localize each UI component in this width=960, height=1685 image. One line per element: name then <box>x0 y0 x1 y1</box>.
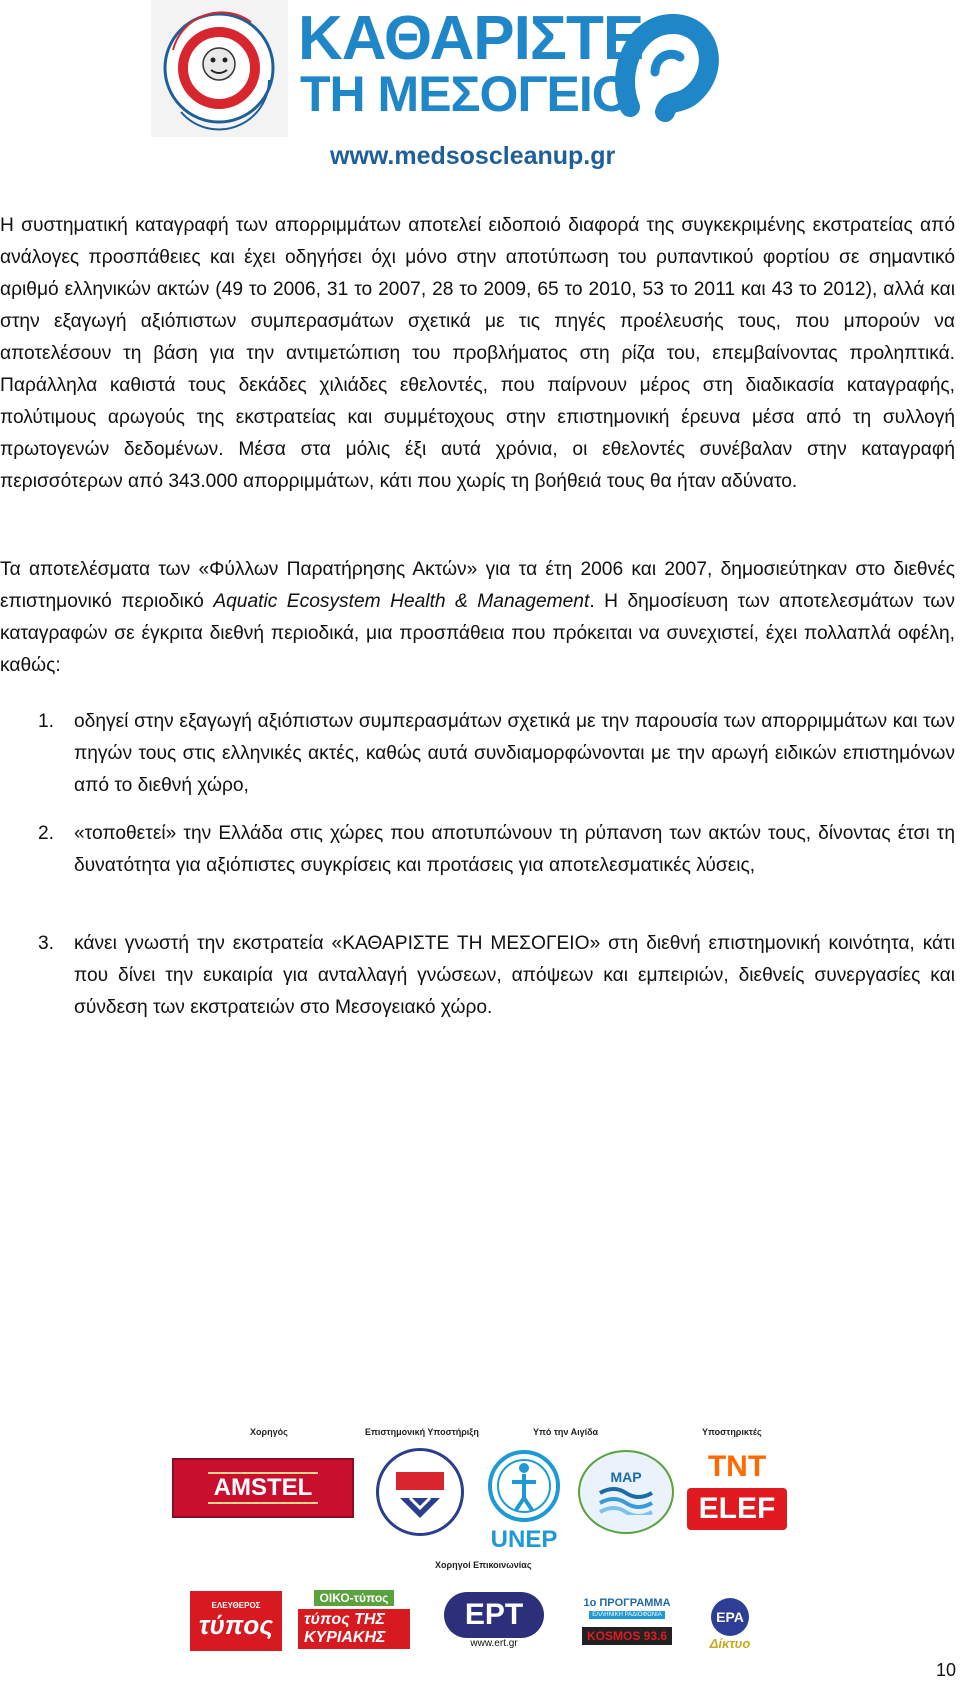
unep-label: UNEP <box>490 1526 558 1553</box>
typos-kyriakis-label: τύπος ΤΗΣ ΚΥΡΙΑΚΗΣ <box>298 1609 410 1649</box>
diktyo-label: Δίκτυο <box>709 1635 751 1651</box>
ert-logo <box>440 1586 548 1654</box>
programma-sub-label: ΕΛΛΗΝΙΚΗ ΡΑΔΙΟΦΩΝΙΑ <box>589 1611 665 1619</box>
tnt-logo <box>687 1448 787 1486</box>
eleftheros-typos-logo <box>190 1591 282 1651</box>
caption-supporters: Υποστηρικτές <box>702 1427 762 1437</box>
institute-emblem-icon <box>390 1462 450 1522</box>
caption-communication-sponsors: Χορηγοί Επικοινωνίας <box>435 1560 532 1570</box>
paragraph-recording <box>0 210 955 498</box>
ert-label: ΕΡΤ <box>464 1597 524 1631</box>
list-text: κάνει γνωστή την εκστρατεία «ΚΑΘΑΡΙΣΤΕ ΤΗ ΜΕΣΟΓΕΙΟ» στη διεθνή επιστημονική κοινότητα, κάτι που δίνει την ευκαιρία για ανταλλαγή γνώσεων, απόψεων και εμπειριών, διεθνείς συνεργασίες και σύνδεση των εκστρατειών στο Μεσογειακό χώρο. <box>74 933 955 1018</box>
era-diktyo-logo <box>690 1594 770 1654</box>
unep-globe-icon <box>481 1446 567 1526</box>
typos-label: τύπος <box>198 1610 274 1640</box>
medsos-logo <box>151 0 288 137</box>
website-url[interactable]: www.medsoscleanup.gr <box>330 142 616 170</box>
amstel-logo <box>172 1458 354 1518</box>
oiko-label: ΟΙΚΟ-τύπος <box>314 1590 395 1606</box>
eleftheros-label: ΕΛΕΥΘΕΡΟΣ <box>211 1601 261 1610</box>
campaign-title-line1: ΚΑΘΑΡΙΣΤΕ <box>298 4 644 73</box>
campaign-title-line2: ΤΗ ΜΕΣΟΓΕΙΟ <box>300 66 630 122</box>
ert-url: www.ert.gr <box>470 1637 518 1649</box>
list-number: 1. <box>38 711 55 732</box>
elef-logo <box>687 1488 787 1530</box>
caption-sponsor: Χορηγός <box>250 1427 288 1437</box>
page-number: 10 <box>936 1660 957 1680</box>
journal-name: Aquatic Ecosystem Health & Management <box>213 591 590 612</box>
list-text: «τοποθετεί» την Ελλάδα στις χώρες που αποτυπώνουν τη ρύπανση των ακτών τους, δίνοντας έτσι τη δυνατότητα για αξιόπιστες συγκρίσεις και προτάσεις για αποτελεσματικές λύσεις, <box>74 823 955 876</box>
oiko-typos-logo <box>298 1588 410 1650</box>
caption-aegis: Υπό την Αιγίδα <box>533 1427 599 1437</box>
waves-icon <box>598 1485 654 1515</box>
map-label: MAP <box>610 1469 642 1485</box>
programma-label: 1ο ΠΡΟΓΡΑΜΜΑ <box>583 1597 671 1609</box>
elef-label: ELEF <box>698 1492 776 1525</box>
unep-logo <box>478 1444 570 1556</box>
paragraph-publication <box>0 554 955 682</box>
list-number: 3. <box>38 933 55 954</box>
paragraph-text: Τα αποτελέσματα των «Φύλλων Παρατήρησης Ακτών» για τα έτη 2006 και 2007, δημοσιεύτηκαν στο διεθνές επιστημονικό περιοδικό <box>0 559 955 612</box>
kosmos-label: KOSMOS 93.6 <box>582 1627 672 1645</box>
paragraph-text: . Η δημοσίευση των αποτελεσμάτων των καταγραφών σε έγκριτα διεθνή περιοδικά, μια προσπάθεια που πρόκειται να συνεχιστεί, έχει πολλαπλά οφέλη, καθώς: <box>0 591 955 676</box>
list-text: οδηγεί στην εξαγωγή αξιόπιστων συμπερασμάτων σχετικά με την παρουσία των απορριμμάτων και των πηγών τους στις ελληνικές ακτές, καθώς αυτά συνδιαμορφώνονται με την αρωγή ειδικών επιστημόνων από το διεθνή χώρο, <box>74 711 955 796</box>
scientific-institute-logo <box>376 1448 464 1536</box>
ear-wave-icon <box>610 12 720 127</box>
era-label: ΕΡΑ <box>716 1608 744 1625</box>
medsos-seal-icon <box>151 0 288 137</box>
programma-kosmos-logo <box>578 1583 676 1659</box>
tnt-label: TNT <box>707 1450 767 1483</box>
list-number: 2. <box>38 823 55 844</box>
paragraph-text: Η συστηματική καταγραφή των απορριμμάτων αποτελεί ειδοποιό διαφορά της συγκεκριμένης εκστρατείας από ανάλογες προσπάθειες και έχει οδηγήσει όχι μόνο στην αποτύπωση του ρυπαντικού φορτίου σε σημαντικό αριθμό ελληνικών ακτών (49 το 2006, 31 το 2007, 28 το 2009, 65 το 2010, 53 το 2011 και 43 το 2012), αλλά και στην εξαγωγή αξιόπιστων συμπερασμάτων σχετικά με τις πηγές προέλευσής τους, που μπορούν να αποτελέσουν τη βάση για την αντιμετώπιση του προβλήματος στη ρίζα του, επεμβαίνοντας προληπτικά. Παράλληλα καθιστά τους δεκάδες χιλιάδες εθελοντές, που παίρνουν μέρος στη διαδικασία καταγραφής, πολύτιμους αρωγούς της εκστρατείας και συμμέτοχους στην επιστημονική έρευνα μέσα από τη συλλογή πρωτογενών δεδομένων. Μέσα στα μόλις έξι αυτά χρόνια, οι εθελοντές συνέβαλαν στην καταγραφή περισσότερων από 343.000 απορριμμάτων, κάτι που χωρίς τη βοήθειά τους θα ήταν αδύνατο. <box>0 215 955 492</box>
map-logo <box>578 1450 674 1534</box>
caption-scientific-support: Επιστημονική Υποστήριξη <box>365 1427 479 1437</box>
amstel-label: AMSTEL <box>208 1472 319 1504</box>
